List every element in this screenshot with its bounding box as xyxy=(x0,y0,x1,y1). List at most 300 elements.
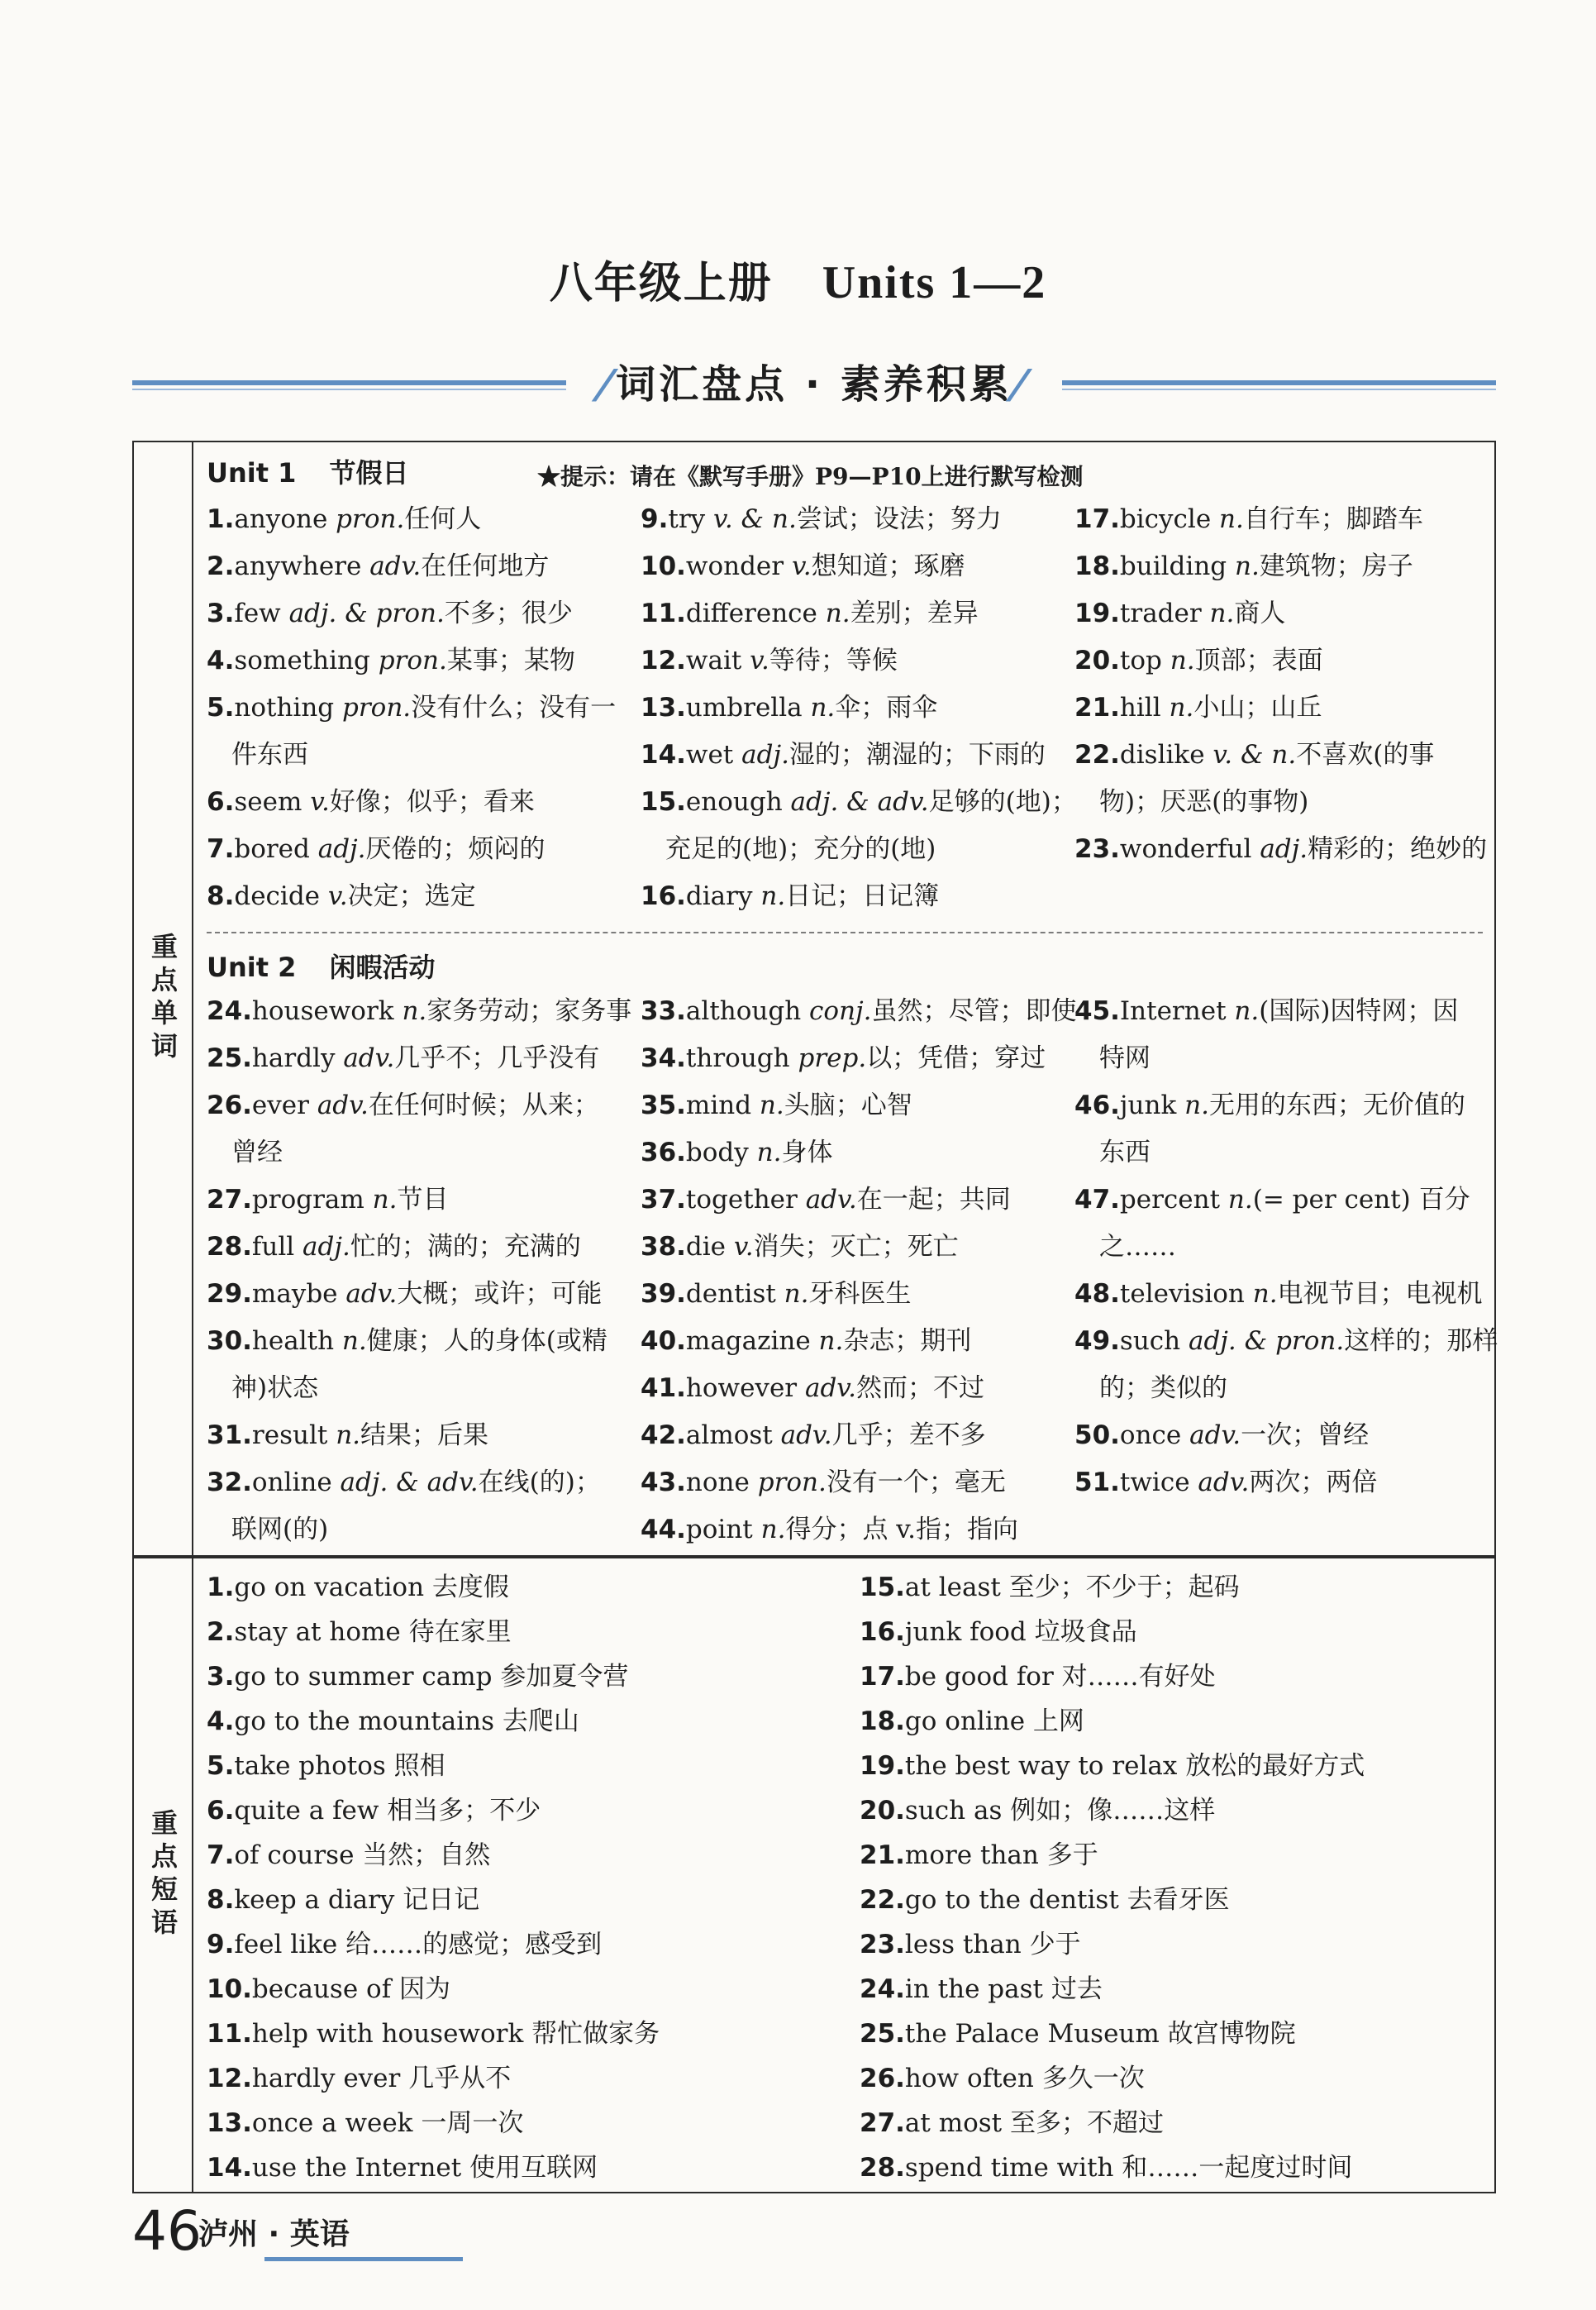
word-number: 48. xyxy=(1074,1279,1120,1309)
word-number: 18. xyxy=(1074,551,1120,581)
word-pos: adv. xyxy=(780,1420,832,1450)
phrase-entry xyxy=(207,1744,835,1788)
word-entry xyxy=(207,873,636,920)
phrase-number: 19. xyxy=(860,1751,905,1781)
word-english: wet xyxy=(685,740,742,770)
word-entry xyxy=(1074,988,1504,1035)
word-entry xyxy=(1074,1318,1504,1365)
phrase-number: 13. xyxy=(207,2108,252,2138)
word-number: 43. xyxy=(641,1468,686,1497)
phrase-text: such as 例如；像……这样 xyxy=(904,1796,1216,1826)
word-english: anyone xyxy=(234,504,336,534)
key-words-box xyxy=(132,441,1496,1557)
word-entry xyxy=(1074,732,1504,779)
phrase-text: go online 上网 xyxy=(904,1706,1084,1736)
phrase-number: 20. xyxy=(860,1796,905,1826)
word-pos: v. & n. xyxy=(1212,740,1297,770)
word-entry xyxy=(641,1129,1070,1176)
word-entry xyxy=(207,1176,636,1224)
word-english: nothing xyxy=(234,693,342,723)
word-pos: n. xyxy=(784,1279,809,1309)
phrase-number: 12. xyxy=(207,2064,252,2093)
word-english: umbrella xyxy=(685,693,811,723)
word-entry xyxy=(1074,590,1504,637)
word-entry xyxy=(1074,1082,1504,1129)
word-meaning: 几乎；差不多 xyxy=(831,1420,986,1450)
word-pos: n. xyxy=(1170,646,1195,675)
page-title-cn: 八年级上册 xyxy=(549,259,773,308)
word-number: 27. xyxy=(207,1185,252,1215)
phrase-text: at least 至少；不少于；起码 xyxy=(904,1573,1240,1602)
word-pos: adj. & adv. xyxy=(790,787,929,817)
word-meaning: 在任何地方 xyxy=(421,551,550,581)
word-number: 49. xyxy=(1074,1326,1120,1356)
unit1-cn: 节假日 xyxy=(329,457,409,489)
word-meaning: 差别；差异 xyxy=(850,599,979,628)
phrase-number: 4. xyxy=(207,1706,235,1736)
word-number: 39. xyxy=(641,1279,686,1309)
phrase-number: 17. xyxy=(860,1662,905,1692)
word-pos: n. xyxy=(1234,551,1260,581)
word-english: twice xyxy=(1119,1468,1198,1497)
word-english: junk xyxy=(1119,1091,1185,1120)
word-english: wonder xyxy=(685,551,792,581)
word-english: housework xyxy=(251,996,403,1026)
phrase-text: stay at home 待在家里 xyxy=(234,1617,512,1647)
word-pos: pron. xyxy=(378,646,447,675)
word-english: few xyxy=(234,599,289,628)
phrase-text: help with housework 帮忙做家务 xyxy=(251,2019,660,2049)
word-pos: adj. xyxy=(303,1232,350,1262)
word-entry xyxy=(207,1459,636,1506)
word-pos: v. xyxy=(750,646,769,675)
words-section-label: 重点单词 xyxy=(147,933,179,1065)
word-entry xyxy=(207,543,636,590)
word-number: 1. xyxy=(207,504,235,534)
word-pos: adv. xyxy=(369,551,422,581)
word-meaning: 不喜欢(的事 xyxy=(1296,740,1435,770)
word-entry xyxy=(641,779,1077,826)
word-number: 33. xyxy=(641,996,686,1026)
word-number: 42. xyxy=(641,1420,686,1450)
word-meaning: 尝试；设法；努力 xyxy=(796,504,1002,534)
phrase-text: the Palace Museum 故宫博物院 xyxy=(904,2019,1296,2049)
word-entry-continuation xyxy=(1074,1035,1504,1082)
word-entry xyxy=(641,685,1070,732)
word-english: such xyxy=(1119,1326,1189,1356)
word-number: 44. xyxy=(641,1515,686,1544)
word-entry-continuation xyxy=(207,1129,636,1176)
word-number: 17. xyxy=(1074,504,1120,534)
phrase-entry xyxy=(207,1788,835,1833)
word-entry xyxy=(641,1224,1070,1271)
word-english: Internet xyxy=(1119,996,1235,1026)
word-number: 19. xyxy=(1074,599,1120,628)
word-english: hardly xyxy=(251,1043,344,1073)
word-pos: n. xyxy=(372,1185,398,1215)
word-meaning: (国际)因特网；因 xyxy=(1259,996,1459,1026)
word-entry xyxy=(1074,496,1504,543)
word-number: 14. xyxy=(641,740,686,770)
phrase-text: spend time with 和……一起度过时间 xyxy=(904,2153,1353,2183)
word-entry xyxy=(641,1271,1070,1318)
phrases-col2 xyxy=(860,1565,1488,2190)
word-pos: v. xyxy=(733,1232,754,1262)
word-number: 7. xyxy=(207,834,235,864)
word-number: 11. xyxy=(641,599,686,628)
unit2-col1 xyxy=(207,988,636,1554)
phrases-content xyxy=(207,1558,1483,2192)
phrase-text: in the past 过去 xyxy=(904,1974,1103,2004)
word-entry xyxy=(641,1176,1070,1224)
word-entry-continuation xyxy=(1074,1224,1504,1271)
phrase-text: more than 多于 xyxy=(904,1840,1098,1870)
word-entry xyxy=(641,1082,1070,1129)
phrase-number: 27. xyxy=(860,2108,905,2138)
word-meaning: 在线(的)； xyxy=(478,1468,601,1497)
word-number: 35. xyxy=(641,1091,686,1120)
word-meaning: 大概；或许；可能 xyxy=(397,1279,603,1309)
word-english: ever xyxy=(251,1091,317,1120)
word-meaning: 小山；山丘 xyxy=(1193,693,1322,723)
word-number: 3. xyxy=(207,599,235,628)
word-pos: v. xyxy=(791,551,812,581)
phrase-number: 7. xyxy=(207,1840,235,1870)
phrase-number: 23. xyxy=(860,1930,905,1959)
word-number: 5. xyxy=(207,693,235,723)
phrase-text: go on vacation 去度假 xyxy=(234,1573,509,1602)
word-pos: v. xyxy=(310,787,330,817)
phrase-entry xyxy=(860,1922,1488,1967)
word-meaning: 件东西 xyxy=(231,740,308,770)
word-english: together xyxy=(685,1185,806,1215)
word-number: 22. xyxy=(1074,740,1120,770)
word-meaning: 决定；选定 xyxy=(347,881,476,911)
unit1-col2 xyxy=(641,496,1077,920)
word-english: bicycle xyxy=(1119,504,1220,534)
word-entry xyxy=(207,590,636,637)
word-meaning: 东西 xyxy=(1099,1138,1151,1167)
word-number: 24. xyxy=(207,996,252,1026)
phrase-entry xyxy=(860,1833,1488,1878)
word-entry xyxy=(1074,1459,1504,1506)
word-meaning: 之…… xyxy=(1099,1232,1176,1262)
word-entry xyxy=(1074,1412,1504,1459)
slash-decor-right: / xyxy=(1008,361,1035,408)
word-entry xyxy=(641,873,1070,920)
page-number: 46 xyxy=(132,2199,202,2263)
word-pos: adv. xyxy=(317,1091,369,1120)
phrase-entry xyxy=(860,1699,1488,1744)
word-number: 21. xyxy=(1074,693,1120,723)
phrase-entry xyxy=(860,1788,1488,1833)
word-pos: conj. xyxy=(809,996,872,1026)
word-entry xyxy=(207,988,636,1035)
word-entry xyxy=(641,732,1070,779)
word-pos: n. xyxy=(1209,599,1235,628)
key-phrases-box xyxy=(132,1557,1496,2193)
phrase-number: 22. xyxy=(860,1885,905,1915)
word-english: difference xyxy=(685,599,826,628)
phrase-number: 11. xyxy=(207,2019,252,2049)
word-english: dislike xyxy=(1119,740,1213,770)
word-number: 41. xyxy=(641,1373,686,1403)
word-entry-continuation xyxy=(1074,1365,1504,1412)
word-meaning: 神)状态 xyxy=(231,1373,319,1403)
word-entry xyxy=(1074,637,1504,685)
phrase-entry xyxy=(207,1699,835,1744)
word-meaning: 几乎不；几乎没有 xyxy=(394,1043,600,1073)
unit2-col3 xyxy=(1074,988,1504,1506)
phrase-text: at most 至多；不超过 xyxy=(904,2108,1164,2138)
phrase-entry xyxy=(860,1967,1488,2012)
word-meaning: 没有什么；没有一 xyxy=(411,693,617,723)
word-english: point xyxy=(685,1515,761,1544)
word-meaning: 联网(的) xyxy=(231,1515,329,1544)
section-banner xyxy=(132,347,1496,422)
word-meaning: 这样的；那样 xyxy=(1344,1326,1498,1356)
banner-title xyxy=(566,347,1062,422)
word-number: 4. xyxy=(207,646,235,675)
word-meaning: 健康；人的身体(或精 xyxy=(366,1326,607,1356)
word-entry xyxy=(1074,1176,1504,1224)
word-entry xyxy=(207,826,636,873)
phrase-number: 16. xyxy=(860,1617,905,1647)
phrase-text: less than 少于 xyxy=(904,1930,1081,1959)
word-meaning: 建筑物；房子 xyxy=(1259,551,1413,581)
phrase-entry xyxy=(860,1744,1488,1788)
word-entry-continuation xyxy=(1074,1129,1504,1176)
word-english: bored xyxy=(234,834,318,864)
word-pos: n. xyxy=(810,693,836,723)
unit2-heading xyxy=(207,947,435,985)
word-english: maybe xyxy=(251,1279,346,1309)
word-meaning: 商人 xyxy=(1234,599,1286,628)
word-english: building xyxy=(1119,551,1235,581)
word-pos: prep. xyxy=(798,1043,867,1073)
word-english: although xyxy=(685,996,810,1026)
phrase-entry xyxy=(207,2012,835,2056)
word-number: 47. xyxy=(1074,1185,1120,1215)
word-meaning: 曾经 xyxy=(231,1138,283,1167)
word-entry xyxy=(1074,826,1504,873)
word-entry xyxy=(641,496,1070,543)
phrase-entry xyxy=(860,2101,1488,2145)
unit2-col2 xyxy=(641,988,1077,1554)
word-pos: n. xyxy=(1219,504,1244,534)
word-english: enough xyxy=(685,787,791,817)
word-entry xyxy=(641,637,1070,685)
word-pos: adj. xyxy=(1260,834,1308,864)
phrase-text: feel like 给……的感觉；感受到 xyxy=(234,1930,603,1959)
phrase-text: be good for 对……有好处 xyxy=(904,1662,1216,1692)
word-entry xyxy=(207,637,636,685)
word-pos: n. xyxy=(341,1326,367,1356)
phrase-entry xyxy=(207,1565,835,1610)
word-number: 16. xyxy=(641,881,686,911)
phrase-text: quite a few 相当多；不少 xyxy=(234,1796,541,1826)
word-meaning: 某事；某物 xyxy=(446,646,575,675)
word-pos: adv. xyxy=(345,1279,398,1309)
word-meaning: 家务劳动；家务事 xyxy=(426,996,632,1026)
word-pos: adv. xyxy=(805,1185,857,1215)
word-pos: adv. xyxy=(343,1043,395,1073)
word-number: 8. xyxy=(207,881,235,911)
phrase-number: 10. xyxy=(207,1974,252,2004)
word-meaning: 等待；等候 xyxy=(769,646,898,675)
word-pos: adv. xyxy=(1189,1420,1241,1450)
word-english: body xyxy=(685,1138,757,1167)
word-pos: n. xyxy=(1227,1185,1253,1215)
word-english: hill xyxy=(1119,693,1170,723)
word-entry-continuation xyxy=(1074,779,1504,826)
word-entry xyxy=(641,1459,1070,1506)
word-english: once xyxy=(1119,1420,1190,1450)
word-english: health xyxy=(251,1326,342,1356)
word-entry-continuation xyxy=(641,826,1070,873)
word-pos: v. & n. xyxy=(713,504,797,534)
word-meaning: 足够的(地)； xyxy=(928,787,1077,817)
phrase-text: go to the mountains 去爬山 xyxy=(234,1706,579,1736)
phrase-text: keep a diary 记日记 xyxy=(234,1885,480,1915)
phrase-number: 1. xyxy=(207,1573,235,1602)
page-title xyxy=(0,248,1596,310)
word-english: dentist xyxy=(685,1279,784,1309)
unit1-name: Unit 1 xyxy=(207,457,297,489)
word-meaning: 消失；灭亡；死亡 xyxy=(753,1232,959,1262)
word-pos: adj. xyxy=(317,834,366,864)
word-pos: n. xyxy=(756,1138,782,1167)
word-number: 2. xyxy=(207,551,235,581)
word-number: 38. xyxy=(641,1232,686,1262)
word-meaning: 以；凭借；穿过 xyxy=(866,1043,1046,1073)
word-english: almost xyxy=(685,1420,781,1450)
word-pos: n. xyxy=(760,881,786,911)
word-meaning: 杂志；期刊 xyxy=(843,1326,972,1356)
word-entry xyxy=(641,543,1070,590)
unit2-cn: 闲暇活动 xyxy=(329,952,436,983)
word-meaning: 身体 xyxy=(781,1138,833,1167)
word-meaning: 头脑；心智 xyxy=(784,1091,912,1120)
word-pos: n. xyxy=(825,599,850,628)
word-meaning: 充足的(地)；充分的(地) xyxy=(665,834,936,864)
word-meaning: 两次；两倍 xyxy=(1249,1468,1378,1497)
phrase-number: 25. xyxy=(860,2019,905,2049)
word-english: none xyxy=(685,1468,758,1497)
word-entry xyxy=(207,779,636,826)
phrase-entry xyxy=(860,2012,1488,2056)
unit2-name: Unit 2 xyxy=(207,952,297,983)
footer-text: 泸州 · 英语 xyxy=(198,2217,350,2251)
phrase-entry xyxy=(860,1565,1488,1610)
word-number: 31. xyxy=(207,1420,252,1450)
word-meaning: 得分；点 v.指；指向 xyxy=(785,1515,1018,1544)
word-entry xyxy=(641,988,1077,1035)
phrase-entry xyxy=(207,1610,835,1654)
word-number: 15. xyxy=(641,787,686,817)
word-meaning: 好像；似乎；看来 xyxy=(329,787,535,817)
word-pos: adj. xyxy=(741,740,789,770)
word-meaning: 电视节目；电视机 xyxy=(1277,1279,1483,1309)
phrases-section-label: 重点短语 xyxy=(147,1809,179,1941)
word-english: anywhere xyxy=(234,551,370,581)
phrase-entry xyxy=(207,2145,835,2190)
word-entry xyxy=(641,590,1070,637)
word-number: 37. xyxy=(641,1185,686,1215)
word-meaning: 伞；雨伞 xyxy=(835,693,938,723)
word-english: wait xyxy=(685,646,750,675)
word-number: 20. xyxy=(1074,646,1120,675)
phrase-text: hardly ever 几乎从不 xyxy=(251,2064,512,2093)
phrase-text: the best way to relax 放松的最好方式 xyxy=(904,1751,1365,1781)
word-entry xyxy=(207,1224,636,1271)
banner-title-text: 词汇盘点 · 素养积累 xyxy=(616,361,1012,408)
word-entry xyxy=(1074,1271,1504,1318)
word-number: 30. xyxy=(207,1326,252,1356)
phrase-entry xyxy=(207,1878,835,1922)
word-meaning: 在任何时候；从来； xyxy=(368,1091,599,1120)
word-pos: n. xyxy=(759,1091,784,1120)
word-number: 45. xyxy=(1074,996,1120,1026)
word-number: 13. xyxy=(641,693,686,723)
word-meaning: 然而；不过 xyxy=(855,1373,984,1403)
word-entry-continuation xyxy=(207,732,636,779)
phrase-entry xyxy=(207,1922,835,1967)
word-english: decide xyxy=(234,881,328,911)
word-entry xyxy=(207,685,636,732)
word-entry xyxy=(641,1365,1070,1412)
phrase-number: 15. xyxy=(860,1573,905,1602)
word-meaning: 在一起；共同 xyxy=(856,1185,1011,1215)
word-number: 51. xyxy=(1074,1468,1120,1497)
phrase-entry xyxy=(860,2145,1488,2190)
word-pos: pron. xyxy=(757,1468,827,1497)
phrase-text: once a week 一周一次 xyxy=(251,2108,524,2138)
word-english: through xyxy=(685,1043,798,1073)
page-footer xyxy=(132,2199,350,2282)
phrase-number: 24. xyxy=(860,1974,905,2004)
word-entry xyxy=(641,1506,1070,1554)
phrase-entry xyxy=(860,1654,1488,1699)
phrase-entry xyxy=(207,1654,835,1699)
words-content xyxy=(207,442,1498,1555)
word-meaning: 日记；日记簿 xyxy=(785,881,940,911)
phrase-number: 26. xyxy=(860,2064,905,2093)
unit1-heading xyxy=(207,452,408,490)
word-meaning: 虽然；尽管；即使 xyxy=(871,996,1077,1026)
word-number: 34. xyxy=(641,1043,686,1073)
word-meaning: 节目 xyxy=(397,1185,449,1215)
word-number: 26. xyxy=(207,1091,252,1120)
word-english: percent xyxy=(1119,1185,1228,1215)
word-english: trader xyxy=(1119,599,1210,628)
word-pos: adj. & pron. xyxy=(288,599,445,628)
word-number: 6. xyxy=(207,787,235,817)
page-title-en: Units 1—2 xyxy=(822,257,1047,308)
word-pos: n. xyxy=(402,996,427,1026)
phrase-text: of course 当然；自然 xyxy=(234,1840,491,1870)
word-pos: n. xyxy=(336,1420,361,1450)
word-english: diary xyxy=(685,881,761,911)
phrases-side-label xyxy=(134,1558,193,2192)
word-entry xyxy=(207,1412,636,1459)
word-pos: n. xyxy=(1184,1091,1209,1120)
word-entry xyxy=(207,496,636,543)
word-pos: pron. xyxy=(342,693,412,723)
word-english: die xyxy=(685,1232,734,1262)
word-meaning: 厌倦的；烦闷的 xyxy=(365,834,545,864)
word-meaning: 一次；曾经 xyxy=(1241,1420,1370,1450)
